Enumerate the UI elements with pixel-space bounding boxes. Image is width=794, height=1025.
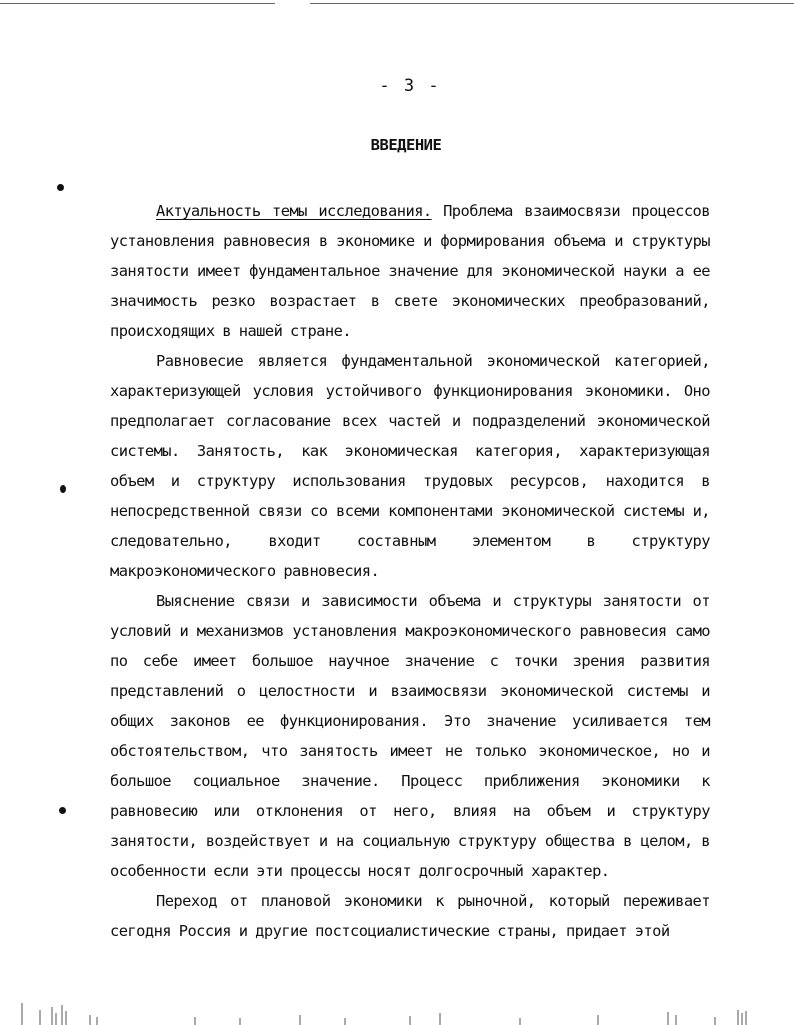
paragraph-2: Равновесие является фундаментальной экономической категорией, характеризующей условия устойчивого функционирования экономики. Оно предполагает согласование всех частей и подразделений экономической системы. Занятость, как экономическая категория, характеризующая объем и структуру использования трудовых ресурсов, находится в непосредственной связи со всеми компонентами экономической системы и, следовательно, входит составным элементом в структуру макроэкономического равновесия. xyxy=(110,352,710,580)
page-number: - 3 - xyxy=(379,76,441,96)
document-body xyxy=(110,196,710,946)
scan-noise-bottom xyxy=(0,985,794,1025)
subheading-relevance: Актуальность темы исследования. xyxy=(156,202,432,220)
paragraph-4: Переход от плановой экономики к рыночной, который переживает сегодня Россия и другие постсоциалистические страны, придает этой xyxy=(110,892,710,940)
paragraph-3: Выяснение связи и зависимости объема и структуры занятости от условий и механизмов установления макроэкономического равновесия само по себе имеет большое научное значение с точки зрения развития представлений о целостности и взаимосвязи экономической системы и общих законов ее функционирования. Это значение усиливается тем обстоятельством, что занятость имеет не только экономическое, но и большое социальное значение. Процесс приближения экономики к равновесию или отклонения от него, влияя на объем и структуру занятости, воздействует и на социальную структуру общества в целом, в особенности если эти процессы носят долгосрочный характер. xyxy=(110,592,710,880)
scan-line-top-right xyxy=(310,3,794,4)
margin-mark-2 xyxy=(60,485,66,493)
paragraph-1-text: Проблема взаимосвязи процессов установления равновесия в экономике и формирования объема и структуры занятости имеет фундаментальное значение для экономической науки а ее значимость резко возрастает в свете экономических преобразований, происходящих в нашей стране. xyxy=(110,202,710,340)
scan-line-top-left xyxy=(0,3,275,4)
paragraph-1 xyxy=(110,196,710,346)
margin-mark-3 xyxy=(59,807,66,814)
margin-mark-1 xyxy=(57,184,64,191)
section-heading: ВВЕДЕНИЕ xyxy=(370,136,442,154)
